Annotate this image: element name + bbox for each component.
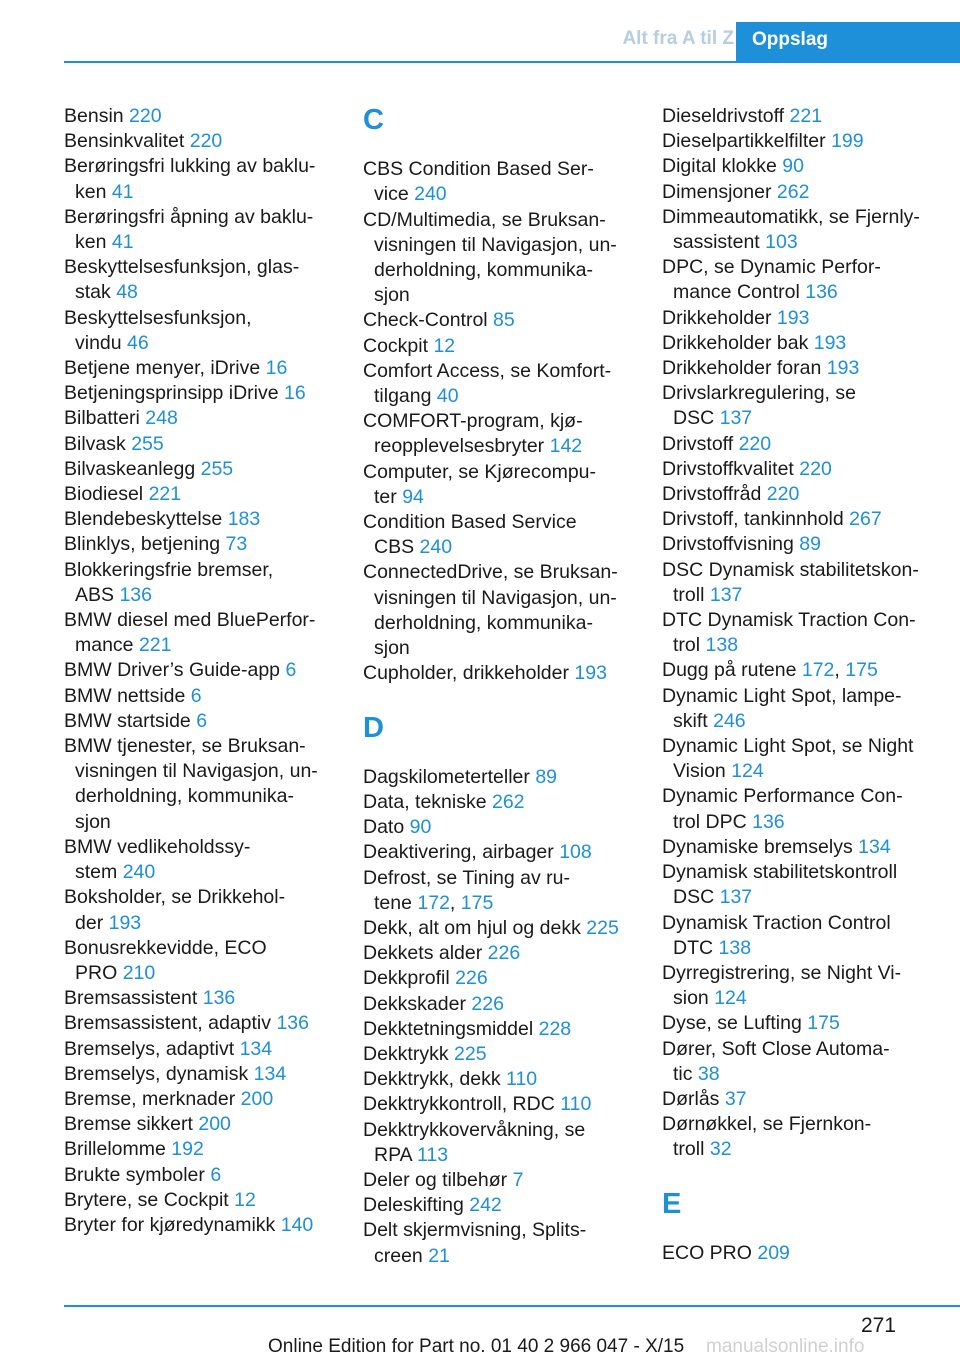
page-reference-link[interactable]: 228 [538, 1017, 572, 1040]
page-reference-link[interactable]: 175 [460, 891, 494, 914]
index-entry-term: Dynamic Performance Con‐ trol DPC [662, 785, 903, 833]
index-entry-term: Dekk, alt om hjul og dekk [363, 917, 587, 940]
page-reference-link[interactable]: 90 [782, 155, 804, 178]
index-entry-term: Comfort Access, se Komfort‐ tilgang [363, 359, 612, 408]
index-entry-term: Brukte symboler [64, 1163, 211, 1186]
page-reference-link[interactable]: 134 [239, 1037, 273, 1060]
index-entry [64, 1037, 334, 1062]
page-reference-link[interactable]: 12 [234, 1188, 256, 1211]
index-entry-term: Cockpit [363, 334, 434, 357]
page-reference-link[interactable]: 136 [119, 583, 152, 606]
index-entry [662, 911, 932, 961]
page-reference-link[interactable]: 108 [559, 841, 592, 864]
index-entry [662, 482, 932, 507]
index-entry-term: Dimensjoner [662, 180, 777, 203]
page-reference-link[interactable]: 221 [789, 105, 823, 127]
index-entry [363, 790, 633, 815]
page-reference-link[interactable]: 21 [428, 1244, 450, 1267]
index-entry-term: Dekktrykkovervåkning, se RPA [363, 1118, 586, 1166]
page-reference-link[interactable]: 240 [122, 861, 156, 884]
index-column-right [662, 104, 932, 1266]
index-entry [363, 334, 633, 359]
index-entry-term: DSC Dynamisk stabilitetskon‐ troll [662, 558, 919, 606]
index-entry [64, 986, 334, 1011]
index-entry-term: Drivslarkregulering, se DSC [662, 382, 856, 430]
index-entry [662, 835, 932, 860]
index-entry [363, 1067, 633, 1092]
index-entry-term: Berøringsfri lukking av baklu‐ ken [64, 155, 316, 203]
page-reference-link[interactable]: 136 [805, 281, 838, 304]
footer-rule [64, 1305, 960, 1307]
page-reference-link[interactable]: 6 [190, 684, 202, 707]
index-entry-term: Bremselys, adaptivt [64, 1037, 240, 1060]
index-entry [363, 359, 633, 409]
index-entry-term: Boksholder, se Drikkehol‐ der [64, 886, 286, 934]
index-entry-term: DPC, se Dynamic Perfor‐ mance Control [662, 256, 881, 304]
index-entry-term: Dugg på rutene [662, 659, 802, 682]
index-entry [64, 381, 334, 406]
section-gap [662, 1216, 932, 1241]
page-reference-link[interactable]: 137 [719, 407, 753, 430]
index-entry-term: Dynamiske bremselys [662, 835, 859, 858]
index-entry-term: Check-Control [363, 309, 494, 332]
index-entry [64, 1011, 334, 1036]
page-reference-link[interactable]: 262 [491, 791, 525, 814]
page-reference-link[interactable]: 38 [697, 1062, 720, 1085]
online-edition-note: Online Edition for Part no. 01 40 2 966 047 - X/15 [268, 1336, 685, 1357]
page-reference-link[interactable]: 220 [189, 130, 223, 153]
index-entry-term: Dyse, se Lufting [662, 1012, 808, 1035]
index-entry [662, 432, 932, 457]
index-entry [64, 936, 334, 986]
index-entry-term: Brytere, se Cockpit [64, 1188, 235, 1211]
page-reference-link[interactable]: 193 [813, 331, 847, 354]
index-entry [64, 432, 334, 457]
page-reference-link[interactable]: 85 [493, 309, 515, 332]
index-entry-term: Deaktivering, airbager [363, 841, 560, 864]
index-entry [363, 992, 633, 1017]
page-reference-link[interactable]: 226 [455, 967, 488, 990]
index-entry-term: Blokkeringsfrie bremser, ABS [64, 558, 274, 606]
page-reference-link[interactable]: 209 [757, 1241, 790, 1264]
index-entry-term: Bremsassistent [64, 987, 203, 1010]
index-entry [363, 460, 633, 510]
index-entry [64, 532, 334, 557]
index-entry-term: Beskyttelsesfunksjon, glas‐ stak [64, 256, 300, 304]
page-reference-link[interactable]: 267 [849, 508, 882, 531]
index-entry [363, 765, 633, 790]
page-reference-link[interactable]: 134 [253, 1062, 287, 1085]
index-entry [363, 560, 633, 661]
page-reference-link[interactable]: 103 [765, 231, 798, 254]
index-entry-term: Bryter for kjøredynamikk [64, 1213, 281, 1236]
index-entry-term: Delt skjermvisning, Splits‐ creen [363, 1219, 587, 1267]
index-entry [662, 154, 932, 179]
index-entry [662, 507, 932, 532]
index-entry [64, 205, 334, 255]
header-rule [64, 61, 960, 63]
page-reference-link[interactable]: 124 [714, 987, 747, 1010]
index-entry [363, 866, 633, 916]
index-entry [662, 558, 932, 608]
index-letter-heading: D [363, 711, 384, 744]
index-entry-term: Betjene menyer, iDrive [64, 357, 266, 380]
index-entry-term: Dynamic Light Spot, se Night Vision [662, 735, 914, 783]
index-entry [662, 180, 932, 205]
index-entry-term: BMW startside [64, 709, 197, 732]
index-entry [363, 916, 633, 941]
section-gap [363, 132, 633, 157]
index-entry [64, 129, 334, 154]
section-gap [662, 1163, 932, 1188]
page-reference-link[interactable]: 193 [108, 911, 142, 934]
page-reference-link[interactable]: 6 [285, 659, 297, 682]
page-reference-link[interactable]: 16 [265, 357, 288, 380]
page-separator: , [449, 891, 461, 914]
page-reference-link[interactable]: 41 [111, 231, 134, 254]
page-reference-link[interactable]: 200 [198, 1113, 231, 1136]
page-reference-link[interactable]: 226 [471, 992, 504, 1015]
page-reference-link[interactable]: 220 [738, 432, 772, 455]
index-entry [64, 406, 334, 431]
index-entry [64, 885, 334, 935]
index-entry [363, 840, 633, 865]
index-entry [662, 1037, 932, 1087]
page-reference-link[interactable]: 172 [801, 659, 835, 682]
index-entry-term: Biodiesel [64, 483, 149, 506]
index-entry [363, 1118, 633, 1168]
index-entry [363, 208, 633, 309]
index-entry [64, 255, 334, 305]
index-entry [662, 608, 932, 658]
index-entry-term: Computer, se Kjørecompu‐ ter [363, 460, 597, 508]
index-entry [64, 608, 334, 658]
index-entry-term: Berøringsfri åpning av baklu‐ ken [64, 205, 314, 254]
index-entry [64, 1213, 334, 1238]
index-entry-term: Bilbatteri [64, 407, 146, 430]
index-entry-term: Digital klokke [662, 155, 783, 178]
page-reference-link[interactable]: 110 [560, 1093, 592, 1116]
index-entry [662, 457, 932, 482]
page-reference-link[interactable]: 40 [436, 385, 459, 408]
index-entry-term: Dekkskader [363, 992, 472, 1015]
index-entry-term: Drivstoff [662, 432, 739, 455]
page-reference-link[interactable]: 90 [409, 816, 432, 839]
index-entry-term: BMW nettside [64, 684, 191, 707]
page-reference-link[interactable]: 193 [574, 662, 607, 685]
watermark: manualsonline.info [706, 1336, 865, 1357]
index-entry-term: Blendebeskyttelse [64, 508, 228, 531]
page-reference-link[interactable]: 175 [845, 659, 878, 682]
index-entry-term: Dynamic Light Spot, lampe‐ skift [662, 684, 902, 732]
page-reference-link[interactable]: 142 [549, 435, 583, 458]
index-entry [64, 1112, 334, 1137]
index-entry [363, 815, 633, 840]
index-entry [64, 734, 334, 835]
index-entry-term: Dekktrykk, dekk [363, 1068, 507, 1091]
index-entry [662, 356, 932, 381]
index-entry [662, 860, 932, 910]
index-entry-term: Dekktrykk [363, 1043, 455, 1066]
section-gap [363, 686, 633, 711]
index-entry-term: Dørnøkkel, se Fjernkon‐ troll [662, 1113, 872, 1161]
index-entry [662, 129, 932, 154]
index-entry-term: Dørlås [662, 1087, 725, 1110]
index-entry [64, 154, 334, 204]
page-reference-link[interactable]: 255 [131, 432, 164, 455]
page-reference-link[interactable]: 200 [240, 1087, 274, 1110]
page-reference-link[interactable]: 7 [512, 1169, 524, 1192]
page-reference-link[interactable]: 46 [127, 331, 149, 354]
index-column-middle [363, 104, 633, 1269]
index-entry-term: Betjeningsprinsipp iDrive [64, 382, 285, 405]
index-entry [363, 1017, 633, 1042]
page-reference-link[interactable]: 136 [276, 1012, 309, 1035]
page-reference-link[interactable]: 210 [122, 961, 156, 984]
index-entry-term: Data, tekniske [363, 791, 492, 814]
index-entry-term: Bilvaskeanlegg [64, 457, 201, 480]
page-reference-link[interactable]: 240 [419, 536, 453, 559]
index-column-left [64, 104, 334, 1238]
page-reference-link[interactable]: 73 [225, 533, 248, 556]
index-letter-heading: C [363, 104, 384, 136]
index-entry-term: Brillelomme [64, 1138, 172, 1161]
index-entry [662, 1241, 932, 1266]
index-entry-term: CD/Multimedia, se Bruksan‐ visningen til Navigasjon, un‐ derholdning, kommunika‐ sjon [363, 208, 617, 307]
index-entry-term: Dieseldrivstoff [662, 105, 790, 127]
index-entry-term: Dører, Soft Close Automa‐ tic [662, 1037, 890, 1085]
page-reference-link[interactable]: 138 [705, 634, 739, 657]
page-reference-link[interactable]: 113 [417, 1143, 449, 1166]
index-entry [64, 104, 334, 129]
index-entry-term: Dynamisk stabilitetskontroll DSC [662, 861, 898, 909]
index-entry-term: Drikkeholder [662, 306, 777, 329]
index-entry [64, 457, 334, 482]
index-entry-term: BMW diesel med BluePerfor‐ mance [64, 609, 316, 657]
page-reference-link[interactable]: 221 [138, 634, 172, 657]
index-entry-term: Bensin [64, 105, 130, 127]
page-reference-link[interactable]: 48 [116, 281, 138, 304]
index-entry [363, 1218, 633, 1268]
page-reference-link[interactable]: 248 [145, 407, 178, 430]
index-entry-term: Condition Based Service CBS [363, 511, 577, 559]
page-reference-link[interactable]: 136 [202, 987, 236, 1010]
index-entry-term: COMFORT-program, kjø‐ reopplevelsesbryter [363, 410, 583, 458]
index-entry-term: Dagskilometerteller [363, 765, 536, 788]
index-entry [363, 157, 633, 207]
index-entry [363, 510, 633, 560]
index-entry-term: Deleskifting [363, 1194, 470, 1217]
index-entry [64, 684, 334, 709]
index-entry-term: DTC Dynamisk Traction Con‐ trol [662, 609, 916, 657]
page-reference-link[interactable]: 183 [227, 508, 261, 531]
page-reference-link[interactable]: 136 [752, 810, 785, 833]
page-reference-link[interactable]: 41 [111, 180, 134, 203]
page-reference-link[interactable]: 226 [487, 942, 521, 965]
index-entry [662, 532, 932, 557]
index-entry-term: Dekkets alder [363, 942, 488, 965]
page-reference-link[interactable]: 262 [776, 180, 810, 203]
page-separator: , [834, 659, 846, 682]
index-entry-term: Defrost, se Tining av ru‐ tene [363, 866, 570, 914]
index-entry-term: Cupholder, drikkeholder [363, 662, 575, 685]
index-entry-term: Dekktrykkontroll, RDC [363, 1093, 561, 1116]
page-reference-link[interactable]: 137 [709, 583, 743, 606]
page-reference-link[interactable]: 37 [724, 1087, 747, 1110]
page-reference-link[interactable]: 89 [799, 533, 821, 556]
page-reference-link[interactable]: 172 [417, 891, 450, 914]
page-reference-link[interactable]: 240 [414, 183, 447, 206]
index-entry [662, 205, 932, 255]
index-entry [64, 356, 334, 381]
index-entry-term: Drikkeholder foran [662, 357, 827, 380]
index-entry-term: Dimmeautomatikk, se Fjernly‐ sassistent [662, 205, 920, 254]
page-reference-link[interactable]: 255 [200, 457, 234, 480]
index-entry-term: Dieselpartikkelfilter [662, 130, 832, 153]
index-entry-term: Drivstoffkvalitet [662, 457, 800, 480]
index-entry [64, 306, 334, 356]
index-entry-term: Dyrregistrering, se Night Vi‐ sion [662, 961, 902, 1010]
index-entry-term: Bremsassistent, adaptiv [64, 1012, 277, 1035]
page-reference-link[interactable]: 175 [807, 1012, 840, 1035]
page-reference-link[interactable]: 221 [148, 483, 182, 506]
page-reference-link[interactable]: 220 [129, 105, 162, 127]
page-reference-link[interactable]: 6 [196, 709, 208, 732]
index-entry-term: Bremse sikkert [64, 1113, 199, 1136]
index-entry-term: BMW Driver’s Guide-app [64, 659, 286, 682]
header-section-label: Alt fra A til Z [622, 28, 734, 49]
index-entry-term: Dynamisk Traction Control DTC [662, 911, 891, 959]
index-entry [662, 331, 932, 356]
index-entry [662, 658, 932, 683]
header-tab: Oppslag [736, 22, 960, 63]
page-reference-link[interactable]: 199 [831, 130, 864, 153]
page-reference-link[interactable]: 6 [210, 1163, 222, 1186]
index-entry-term: Blinklys, betjening [64, 533, 226, 556]
index-entry-term: Bremselys, dynamisk [64, 1062, 254, 1085]
index-entry [64, 658, 334, 683]
index-entry [64, 1163, 334, 1188]
index-entry-term: Drivstoffråd [662, 483, 767, 506]
page-reference-link[interactable]: 193 [826, 357, 860, 380]
index-entry-term: Bensinkvalitet [64, 130, 190, 153]
index-entry-term: Bonusrekkevidde, ECO PRO [64, 936, 267, 984]
index-entry [64, 507, 334, 532]
index-entry [363, 966, 633, 991]
index-entry-term: CBS Condition Based Ser‐ vice [363, 158, 594, 206]
index-entry [64, 709, 334, 734]
index-letter-heading: E [662, 1187, 682, 1220]
index-entry [64, 558, 334, 608]
index-entry [64, 482, 334, 507]
index-entry [662, 381, 932, 431]
index-entry-term: Drivstoff, tankinnhold [662, 508, 850, 531]
index-entry [64, 1137, 334, 1162]
index-entry [363, 308, 633, 333]
index-entry-term: Drikkeholder bak [662, 331, 814, 354]
index-entry [363, 1092, 633, 1117]
index-entry-term: BMW tjenester, se Bruksan‐ visningen til Navigasjon, un‐ derholdning, kommunika‐ sjon [64, 735, 318, 833]
index-entry-term: BMW vedlikeholdssy‐ stem [64, 835, 251, 884]
page-reference-link[interactable]: 134 [858, 835, 891, 858]
page-number: 271 [860, 1314, 896, 1337]
page-reference-link[interactable]: 16 [284, 382, 306, 405]
index-entry-term: Bremse, merknader [64, 1087, 241, 1110]
index-entry [363, 409, 633, 459]
page-reference-link[interactable]: 94 [402, 485, 424, 508]
index-entry [662, 104, 932, 129]
index-entry [662, 1087, 932, 1112]
index-entry-term: Drivstoffvisning [662, 533, 800, 556]
page-reference-link[interactable]: 89 [535, 765, 558, 788]
index-entry [662, 1112, 932, 1162]
index-entry-term: ECO PRO [662, 1241, 758, 1264]
page-reference-link[interactable]: 242 [469, 1194, 502, 1217]
page-reference-link[interactable]: 140 [280, 1213, 314, 1236]
section-gap [363, 740, 633, 765]
index-entry [64, 1062, 334, 1087]
page-reference-link[interactable]: 193 [776, 306, 810, 329]
index-entry [662, 306, 932, 331]
index-entry [64, 1087, 334, 1112]
page-reference-link[interactable]: 220 [766, 483, 800, 506]
index-entry-term: Bilvask [64, 432, 132, 455]
page-reference-link[interactable]: 225 [454, 1043, 487, 1066]
index-entry [64, 835, 334, 885]
page-reference-link[interactable]: 12 [433, 334, 456, 357]
page-reference-link[interactable]: 225 [586, 917, 619, 940]
index-entry [662, 1011, 932, 1036]
index-entry-term: Beskyttelsesfunksjon, vindu [64, 306, 252, 354]
index-entry [363, 1193, 633, 1218]
index-entry [64, 1188, 334, 1213]
index-entry-term: Dato [363, 816, 410, 839]
page-reference-link[interactable]: 220 [799, 457, 832, 480]
index-entry [363, 661, 633, 686]
index-entry-term: ConnectedDrive, se Bruksan‐ visningen til Navigasjon, un‐ derholdning, kommunika‐ sjon [363, 561, 618, 660]
page-reference-link[interactable]: 138 [718, 936, 752, 959]
index-entry-term: Deler og tilbehør [363, 1169, 513, 1192]
index-entry-term: Dekktetningsmiddel [363, 1017, 539, 1040]
page-reference-link[interactable]: 192 [171, 1138, 204, 1161]
page-reference-link[interactable]: 246 [713, 709, 746, 732]
index-entry [662, 734, 932, 784]
index-entry [662, 684, 932, 734]
index-entry [363, 941, 633, 966]
index-entry [662, 784, 932, 834]
page-reference-link[interactable]: 110 [506, 1068, 538, 1091]
page-reference-link[interactable]: 137 [719, 886, 753, 909]
index-entry-term: Dekkprofil [363, 967, 456, 990]
page-reference-link[interactable]: 124 [731, 760, 764, 783]
index-entry [662, 961, 932, 1011]
page-reference-link[interactable]: 32 [709, 1138, 732, 1161]
index-entry [662, 255, 932, 305]
index-entry [363, 1042, 633, 1067]
index-entry [363, 1168, 633, 1193]
